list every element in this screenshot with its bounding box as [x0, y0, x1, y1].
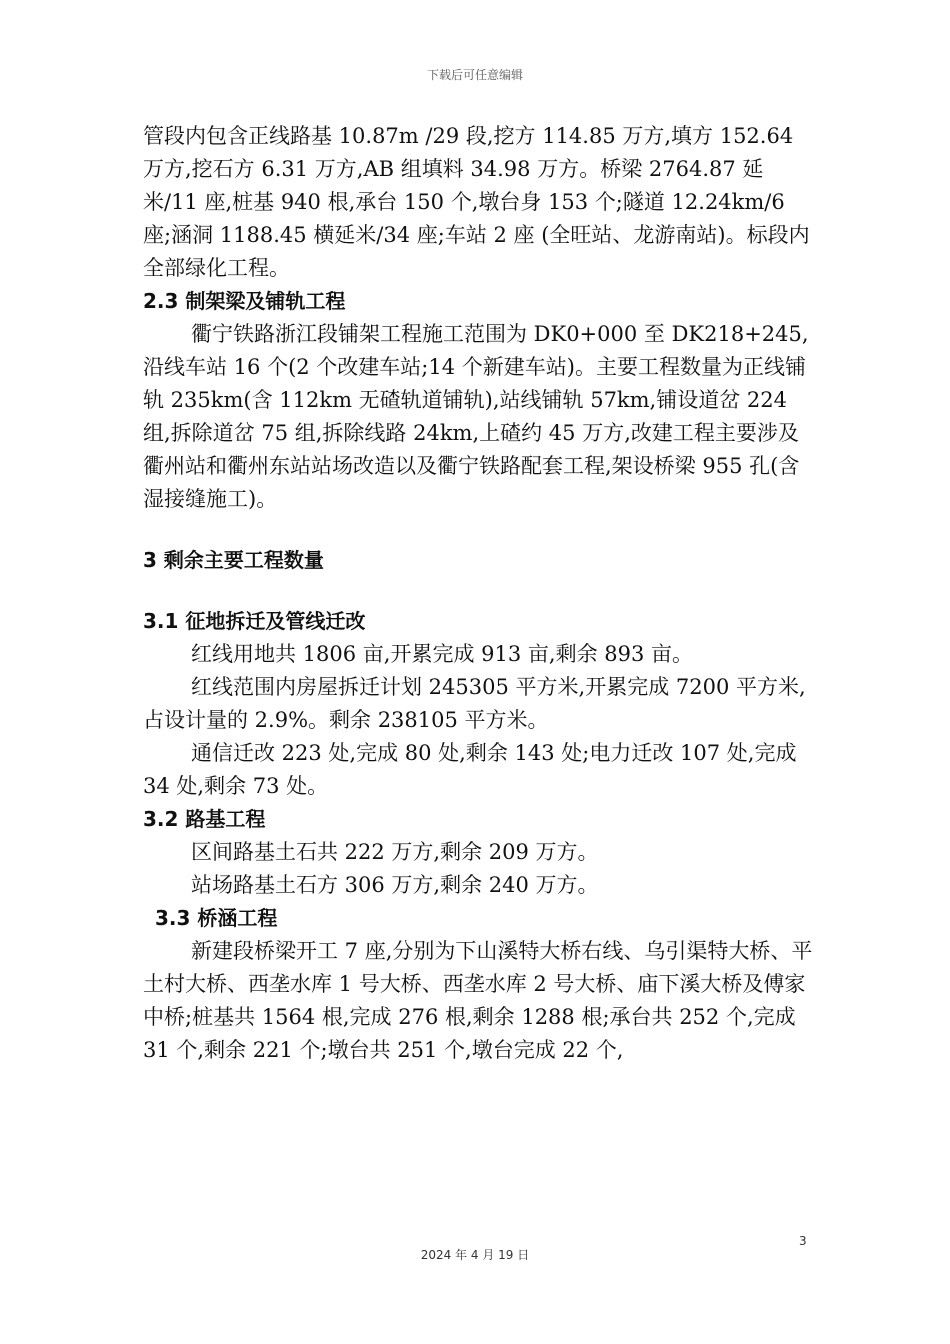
heading-2-3: 2.3 制架梁及铺轨工程 — [143, 289, 346, 313]
paragraph-section-summary: 管段内包含正线路基 10.87m /29 段,挖方 114.85 万方,填方 152.64 万方,挖石方 6.31 万方,AB 组填料 34.98 万方。桥梁 2764.87 延米/11 座,桩基 940 根,承台 150 个,墩台身 153 个;隧道 12.24km/6 座;涵洞 1188.45 横延米/34 座;车站 2 座 (全旺站、龙游南站)。标段内全部绿化工程。 — [143, 124, 810, 280]
paragraph-station-subgrade: 站场路基土石方 306 万方,剩余 240 万方。 — [191, 873, 599, 897]
heading-3-1: 3.1 征地拆迁及管线迁改 — [143, 609, 366, 633]
page-footer-date: 2024 年 4 月 19 日 — [420, 1248, 530, 1262]
heading-3-2: 3.2 路基工程 — [143, 807, 266, 831]
page-header: 下载后可任意编辑 — [426, 68, 523, 82]
paragraph-bridges: 新建段桥梁开工 7 座,分别为下山溪特大桥右线、乌引渠特大桥、平土村大桥、西垄水库 1 号大桥、西垄水库 2 号大桥、庙下溪大桥及傅家中桥;桩基共 1564 根,完成 276 根,剩余 1288 根;承台共 252 个,完成 31 个,剩余 221 个;墩台共 251 个,墩台完成 22 个, — [143, 939, 813, 1062]
page-number: 3 — [799, 1234, 807, 1248]
paragraph-interval-subgrade: 区间路基土石共 222 万方,剩余 209 万方。 — [191, 840, 599, 864]
heading-3: 3 剩余主要工程数量 — [143, 548, 324, 572]
paragraph-pipeline-relocation: 通信迁改 223 处,完成 80 处,剩余 143 处;电力迁改 107 处,完成 34 处,剩余 73 处。 — [143, 741, 797, 798]
paragraph-track-laying: 衢宁铁路浙江段铺架工程施工范围为 DK0+000 至 DK218+245,沿线车站 16 个(2 个改建车站;14 个新建车站)。主要工程数量为正线铺轨 235km(含 112km 无碴轨道铺轨),站线铺轨 57km,铺设道岔 224 组,拆除道岔 75 组,拆除线路 24km,上碴约 45 万方,改建工程主要涉及衢州站和衢州东站站场改造以及衢宁铁路配套工程,架设桥梁 955 孔(含湿接缝施工)。 — [143, 322, 809, 511]
document-body — [143, 120, 813, 1067]
paragraph-demolition: 红线范围内房屋拆迁计划 245305 平方米,开累完成 7200 平方米,占设计量的 2.9%。剩余 238105 平方米。 — [143, 675, 806, 732]
heading-3-3: 3.3 桥涵工程 — [155, 906, 278, 930]
paragraph-land-use: 红线用地共 1806 亩,开累完成 913 亩,剩余 893 亩。 — [191, 642, 694, 666]
